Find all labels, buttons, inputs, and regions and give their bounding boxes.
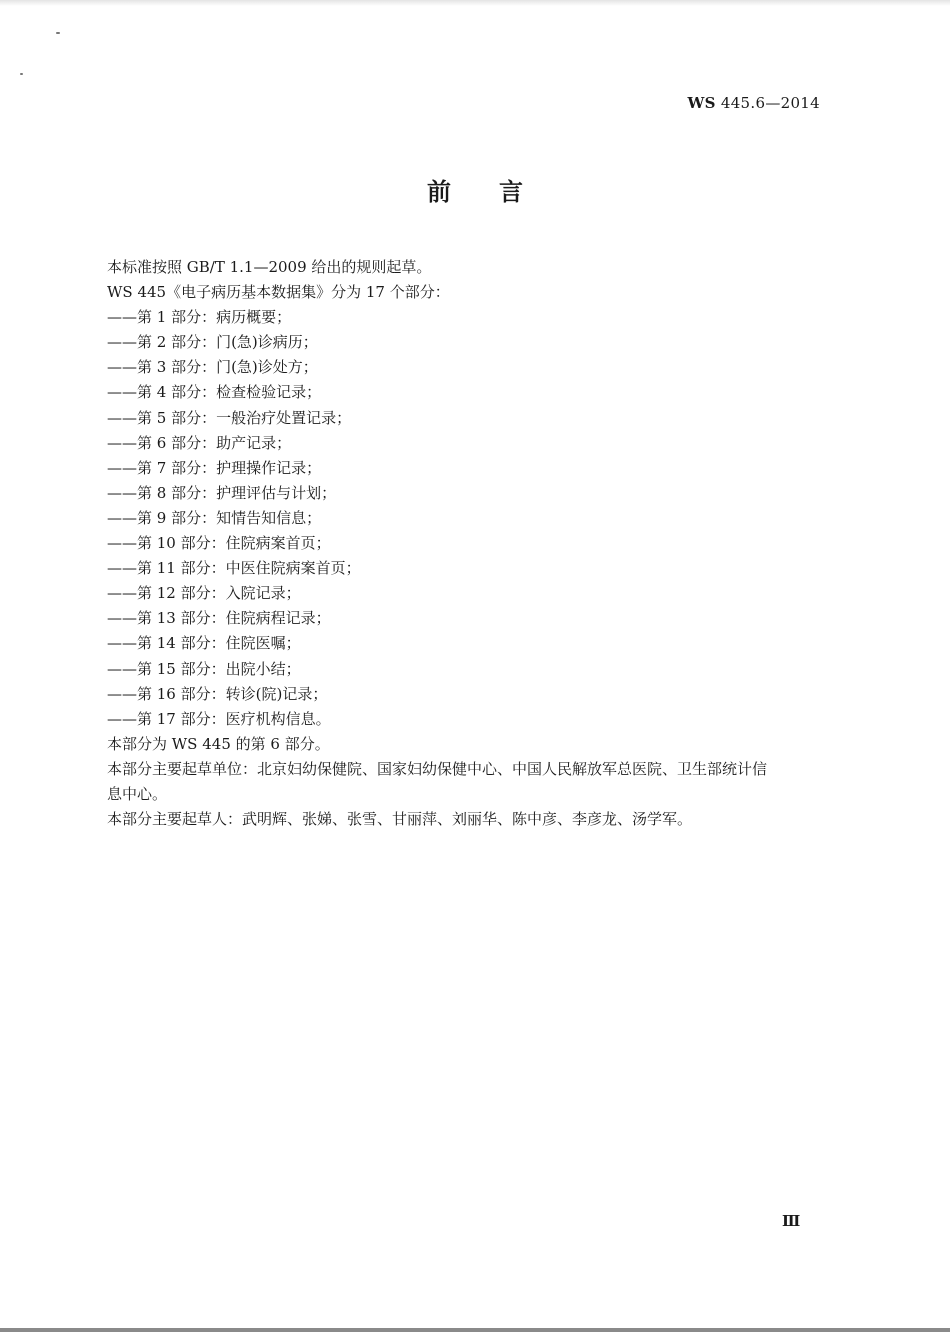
- list-item: ——第 11 部分：中医住院病案首页；: [107, 559, 361, 578]
- list-item: ——第 7 部分：护理操作记录；: [107, 458, 322, 477]
- list-item: ——第 13 部分：住院病程记录；: [107, 609, 331, 628]
- paragraph: WS 445《电子病历基本数据集》分为 17 个部分：: [107, 283, 450, 302]
- list-item: ——第 6 部分：助产记录；: [107, 433, 292, 452]
- paragraph: 本部分主要起草单位：北京妇幼保健院、国家妇幼保健中心、中国人民解放军总医院、卫生部统计信: [107, 759, 768, 778]
- list-item: ——第 3 部分：门(急)诊处方；: [107, 358, 318, 377]
- document-code: [688, 94, 820, 112]
- document-code-number: 445.6—2014: [720, 94, 820, 112]
- scan-edge-bottom: [0, 1328, 950, 1332]
- list-item: ——第 12 部分：入院记录；: [107, 584, 301, 603]
- list-item: ——第 4 部分：检查检验记录；: [107, 383, 322, 402]
- paragraph: 息中心。: [107, 784, 168, 803]
- paragraph: 本部分为 WS 445 的第 6 部分。: [107, 734, 330, 753]
- list-item: ——第 9 部分：知情告知信息；: [107, 508, 322, 527]
- list-item: ——第 1 部分：病历概要；: [107, 308, 292, 327]
- paragraph: 本部分主要起草人：武明辉、张娣、张雪、甘丽萍、刘丽华、陈中彦、李彦龙、汤学军。: [107, 810, 693, 829]
- list-item: ——第 17 部分：医疗机构信息。: [107, 709, 331, 728]
- scan-speck: [20, 73, 23, 75]
- list-item: ——第 2 部分：门(急)诊病历；: [107, 333, 318, 352]
- list-item: ——第 5 部分：一般治疗处置记录；: [107, 408, 352, 427]
- list-item: ——第 10 部分：住院病案首页；: [107, 534, 331, 553]
- scan-speck: [56, 32, 60, 34]
- page-title: 前言: [427, 177, 571, 206]
- scan-edge-top: [0, 0, 950, 6]
- foreword-body: [107, 255, 823, 832]
- paragraph: 本标准按照 GB/T 1.1—2009 给出的规则起草。: [107, 258, 432, 276]
- list-item: ——第 16 部分：转诊(院)记录；: [107, 684, 328, 703]
- document-code-prefix: WS: [687, 94, 716, 112]
- list-item: ——第 14 部分：住院医嘱；: [107, 634, 301, 653]
- list-item: ——第 8 部分：护理评估与计划；: [107, 483, 337, 502]
- page-number: Ⅲ: [782, 1212, 801, 1230]
- list-item: ——第 15 部分：出院小结；: [107, 659, 301, 678]
